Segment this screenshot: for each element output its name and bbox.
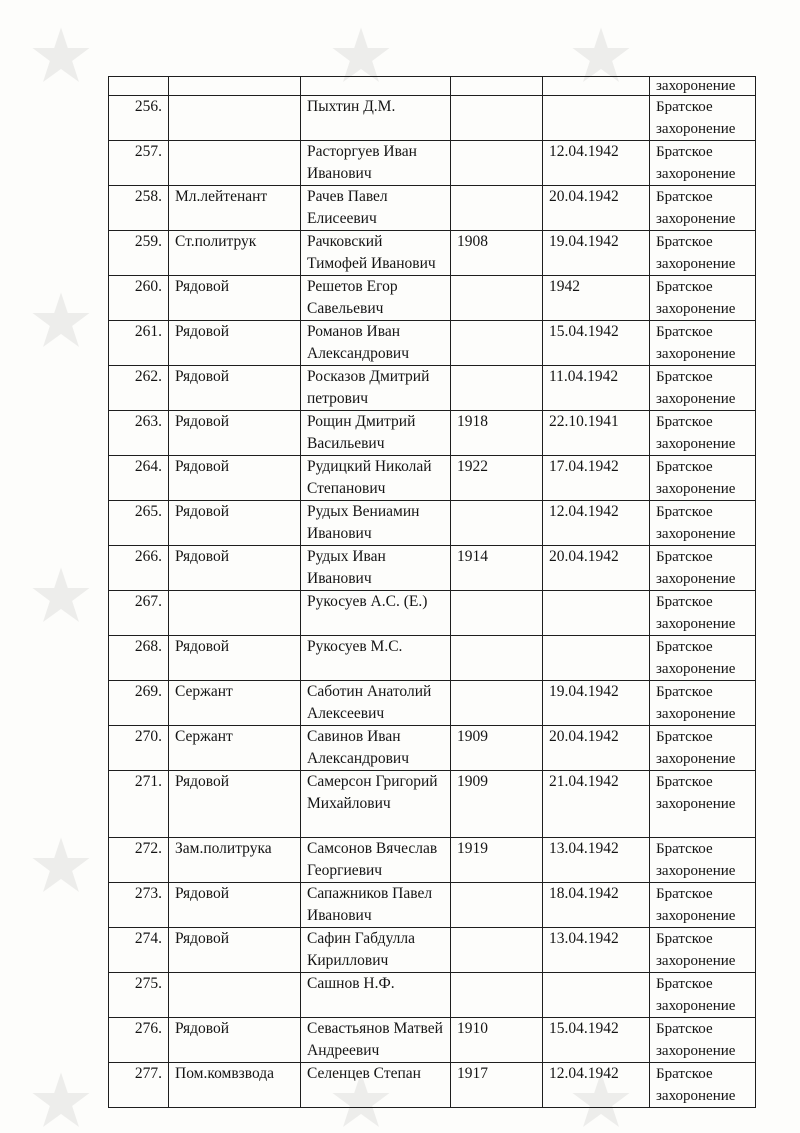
birth-year-cell: [451, 321, 543, 366]
table-row: [109, 883, 756, 928]
rank-cell: Рядовой: [169, 321, 301, 366]
birth-year-cell: [451, 636, 543, 681]
row-number: 257.: [109, 141, 169, 186]
death-date-cell: 13.04.1942: [543, 928, 650, 973]
burial-cell: Братское захоронение: [650, 838, 756, 883]
table-row: [109, 1063, 756, 1108]
death-date-cell: 15.04.1942: [543, 1018, 650, 1063]
rank-cell: [169, 77, 301, 96]
name-cell: Самерсон Григорий Михайлович: [301, 771, 451, 838]
burial-cell: Братское захоронение: [650, 366, 756, 411]
rank-cell: [169, 96, 301, 141]
rank-cell: Мл.лейтенант: [169, 186, 301, 231]
death-date-cell: 13.04.1942: [543, 838, 650, 883]
row-number: 256.: [109, 96, 169, 141]
burial-cell: Братское захоронение: [650, 231, 756, 276]
row-number: 272.: [109, 838, 169, 883]
burial-cell: Братское захоронение: [650, 186, 756, 231]
birth-year-cell: [451, 501, 543, 546]
rank-cell: Сержант: [169, 681, 301, 726]
table-row: [109, 681, 756, 726]
death-date-cell: [543, 973, 650, 1018]
table-row: [109, 141, 756, 186]
burial-cell: Братское захоронение: [650, 96, 756, 141]
death-date-cell: 20.04.1942: [543, 546, 650, 591]
birth-year-cell: 1917: [451, 1063, 543, 1108]
table-row: [109, 1018, 756, 1063]
row-number: 260.: [109, 276, 169, 321]
row-number: 277.: [109, 1063, 169, 1108]
table-row: [109, 96, 756, 141]
death-date-cell: 19.04.1942: [543, 681, 650, 726]
rank-cell: Рядовой: [169, 276, 301, 321]
death-date-cell: [543, 636, 650, 681]
table-row: [109, 973, 756, 1018]
row-number: 262.: [109, 366, 169, 411]
birth-year-cell: [451, 186, 543, 231]
death-date-cell: 11.04.1942: [543, 366, 650, 411]
name-cell: Рудых Иван Иванович: [301, 546, 451, 591]
birth-year-cell: [451, 141, 543, 186]
row-number: 265.: [109, 501, 169, 546]
name-cell: Савинов Иван Александрович: [301, 726, 451, 771]
birth-year-cell: 1922: [451, 456, 543, 501]
name-cell: Селенцев Степан: [301, 1063, 451, 1108]
birth-year-cell: [451, 77, 543, 96]
death-date-cell: 15.04.1942: [543, 321, 650, 366]
name-cell: [301, 77, 451, 96]
table-row: [109, 411, 756, 456]
rank-cell: Рядовой: [169, 366, 301, 411]
table-row: [109, 928, 756, 973]
death-date-cell: 1942: [543, 276, 650, 321]
name-cell: Расторгуев Иван Иванович: [301, 141, 451, 186]
table-row: [109, 231, 756, 276]
birth-year-cell: [451, 591, 543, 636]
name-cell: Романов Иван Александрович: [301, 321, 451, 366]
burial-cell: Братское захоронение: [650, 636, 756, 681]
rank-cell: [169, 973, 301, 1018]
rank-cell: [169, 591, 301, 636]
row-number: 271.: [109, 771, 169, 838]
rank-cell: Рядовой: [169, 456, 301, 501]
continued-row: [109, 77, 756, 96]
burial-cell: Братское захоронение: [650, 321, 756, 366]
birth-year-cell: [451, 366, 543, 411]
death-date-cell: 12.04.1942: [543, 1063, 650, 1108]
row-number: 264.: [109, 456, 169, 501]
burial-cell: Братское захоронение: [650, 928, 756, 973]
birth-year-cell: [451, 973, 543, 1018]
rank-cell: Зам.политрука: [169, 838, 301, 883]
death-date-cell: 18.04.1942: [543, 883, 650, 928]
table-row: [109, 186, 756, 231]
death-date-cell: [543, 77, 650, 96]
table-row: [109, 591, 756, 636]
death-date-cell: [543, 591, 650, 636]
rank-cell: Пом.комвзвода: [169, 1063, 301, 1108]
name-cell: Сапажников Павел Иванович: [301, 883, 451, 928]
table-row: [109, 501, 756, 546]
birth-year-cell: 1909: [451, 726, 543, 771]
burial-cell: Братское захоронение: [650, 276, 756, 321]
watermark-star-icon: [30, 1070, 92, 1132]
burial-cell: Братское захоронение: [650, 1018, 756, 1063]
name-cell: Севастьянов Матвей Андреевич: [301, 1018, 451, 1063]
table-row: [109, 366, 756, 411]
burial-register-table: [108, 76, 756, 1108]
watermark-star-icon: [30, 25, 92, 87]
table-row: [109, 636, 756, 681]
birth-year-cell: 1908: [451, 231, 543, 276]
burial-cell: Братское захоронение: [650, 973, 756, 1018]
rank-cell: [169, 141, 301, 186]
rank-cell: Рядовой: [169, 501, 301, 546]
row-number: 276.: [109, 1018, 169, 1063]
name-cell: Рачев Павел Елисеевич: [301, 186, 451, 231]
register-body: [109, 77, 756, 1108]
row-number: 267.: [109, 591, 169, 636]
watermark-star-icon: [30, 565, 92, 627]
rank-cell: Рядовой: [169, 411, 301, 456]
birth-year-cell: [451, 928, 543, 973]
name-cell: Рощин Дмитрий Васильевич: [301, 411, 451, 456]
birth-year-cell: 1910: [451, 1018, 543, 1063]
burial-cell: Братское захоронение: [650, 591, 756, 636]
name-cell: Самсонов Вячеслав Георгиевич: [301, 838, 451, 883]
name-cell: Рукосуев М.С.: [301, 636, 451, 681]
name-cell: Пыхтин Д.М.: [301, 96, 451, 141]
death-date-cell: 20.04.1942: [543, 186, 650, 231]
birth-year-cell: 1909: [451, 771, 543, 838]
name-cell: Решетов Егор Савельевич: [301, 276, 451, 321]
name-cell: Сашнов Н.Ф.: [301, 973, 451, 1018]
name-cell: Саботин Анатолий Алексеевич: [301, 681, 451, 726]
burial-cell: Братское захоронение: [650, 771, 756, 838]
table-row: [109, 456, 756, 501]
death-date-cell: 22.10.1941: [543, 411, 650, 456]
rank-cell: Рядовой: [169, 928, 301, 973]
rank-cell: Рядовой: [169, 636, 301, 681]
rank-cell: Сержант: [169, 726, 301, 771]
rank-cell: Рядовой: [169, 546, 301, 591]
birth-year-cell: [451, 276, 543, 321]
rank-cell: Рядовой: [169, 1018, 301, 1063]
rank-cell: Рядовой: [169, 883, 301, 928]
row-number: 269.: [109, 681, 169, 726]
row-number: [109, 77, 169, 96]
death-date-cell: 12.04.1942: [543, 501, 650, 546]
name-cell: Рачковский Тимофей Иванович: [301, 231, 451, 276]
row-number: 275.: [109, 973, 169, 1018]
row-number: 258.: [109, 186, 169, 231]
burial-cell: Братское захоронение: [650, 501, 756, 546]
death-date-cell: 12.04.1942: [543, 141, 650, 186]
burial-cell: Братское захоронение: [650, 1063, 756, 1108]
rank-cell: Рядовой: [169, 771, 301, 838]
burial-cell: Братское захоронение: [650, 883, 756, 928]
row-number: 259.: [109, 231, 169, 276]
row-number: 273.: [109, 883, 169, 928]
burial-cell: Братское захоронение: [650, 456, 756, 501]
table-row: [109, 321, 756, 366]
watermark-star-icon: [30, 835, 92, 897]
table-row: [109, 838, 756, 883]
burial-cell: захоронение: [650, 77, 756, 96]
burial-cell: Братское захоронение: [650, 141, 756, 186]
table-row: [109, 546, 756, 591]
burial-cell: Братское захоронение: [650, 546, 756, 591]
death-date-cell: [543, 96, 650, 141]
row-number: 266.: [109, 546, 169, 591]
death-date-cell: 17.04.1942: [543, 456, 650, 501]
burial-cell: Братское захоронение: [650, 681, 756, 726]
name-cell: Рудицкий Николай Степанович: [301, 456, 451, 501]
watermark-star-icon: [30, 290, 92, 352]
birth-year-cell: 1918: [451, 411, 543, 456]
birth-year-cell: 1919: [451, 838, 543, 883]
birth-year-cell: [451, 883, 543, 928]
death-date-cell: 21.04.1942: [543, 771, 650, 838]
row-number: 261.: [109, 321, 169, 366]
death-date-cell: 19.04.1942: [543, 231, 650, 276]
name-cell: Сафин Габдулла Кириллович: [301, 928, 451, 973]
row-number: 270.: [109, 726, 169, 771]
birth-year-cell: [451, 96, 543, 141]
row-number: 263.: [109, 411, 169, 456]
name-cell: Рукосуев А.С. (Е.): [301, 591, 451, 636]
table-row: [109, 726, 756, 771]
burial-cell: Братское захоронение: [650, 726, 756, 771]
birth-year-cell: [451, 681, 543, 726]
rank-cell: Ст.политрук: [169, 231, 301, 276]
row-number: 274.: [109, 928, 169, 973]
death-date-cell: 20.04.1942: [543, 726, 650, 771]
table-row: [109, 276, 756, 321]
table-row: [109, 771, 756, 838]
burial-cell: Братское захоронение: [650, 411, 756, 456]
name-cell: Росказов Дмитрий петрович: [301, 366, 451, 411]
birth-year-cell: 1914: [451, 546, 543, 591]
row-number: 268.: [109, 636, 169, 681]
name-cell: Рудых Вениамин Иванович: [301, 501, 451, 546]
